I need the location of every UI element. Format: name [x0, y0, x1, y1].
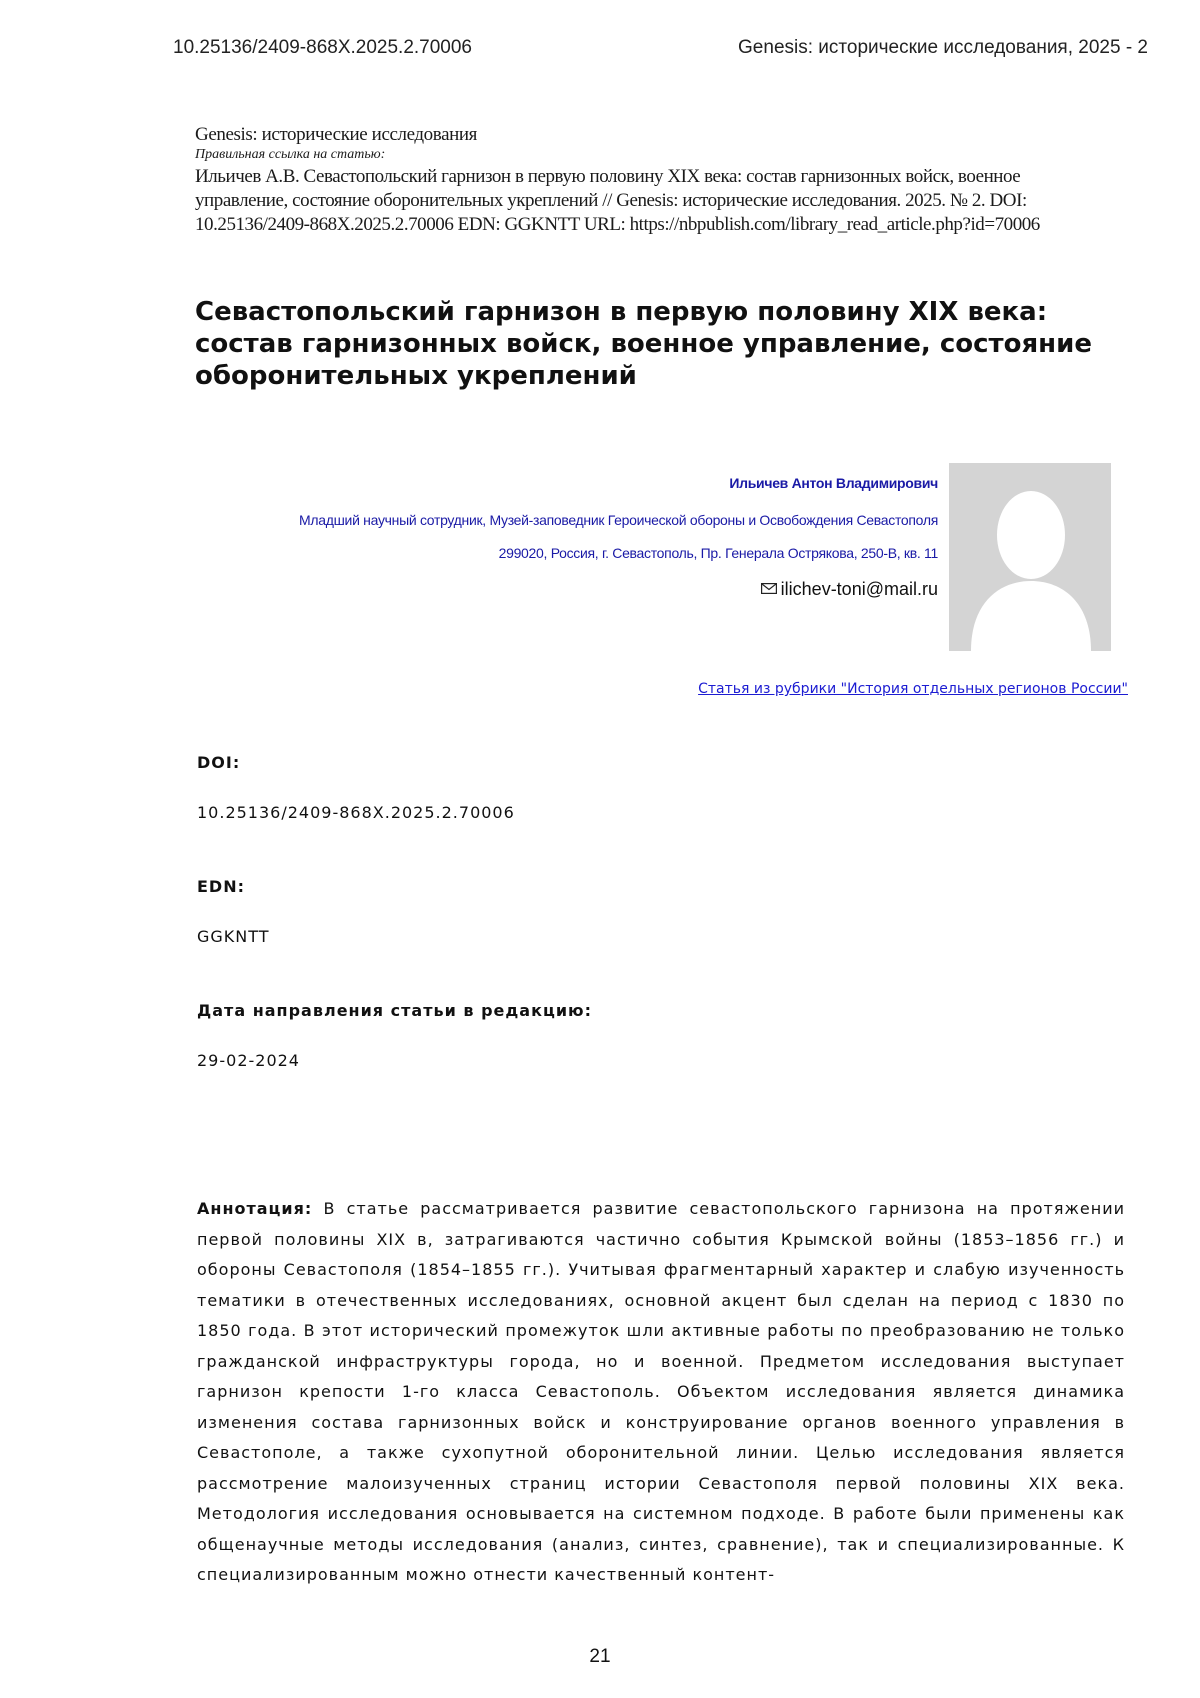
author-address: 299020, Россия, г. Севастополь, Пр. Генерала Острякова, 250-В, кв. 11 — [498, 545, 938, 561]
page-number: 21 — [589, 1646, 611, 1667]
envelope-icon — [761, 583, 777, 594]
edn-label: EDN: — [197, 877, 245, 896]
abstract-label: Аннотация: — [197, 1199, 313, 1218]
author-photo-placeholder — [949, 463, 1111, 651]
citation-block — [195, 124, 1095, 237]
citation-journal-name: Genesis: исторические исследования — [195, 124, 477, 145]
submission-date-label: Дата направления статьи в редакцию: — [197, 1001, 592, 1020]
submission-date-value: 29-02-2024 — [197, 1051, 300, 1070]
rubric-link[interactable]: Статья из рубрики "История отдельных регионов России" — [698, 681, 1128, 697]
author-name: Ильичев Антон Владимирович — [729, 475, 938, 491]
header-doi: 10.25136/2409-868X.2025.2.70006 — [173, 37, 472, 58]
citation-note: Правильная ссылка на статью: — [195, 147, 386, 162]
author-email[interactable]: ilichev-toni@mail.ru — [780, 579, 938, 599]
header-journal: Genesis: исторические исследования, 2025 - 2 — [738, 37, 1148, 58]
author-block — [298, 475, 938, 600]
doi-label: DOI: — [197, 753, 241, 772]
doi-value: 10.25136/2409-868X.2025.2.70006 — [197, 803, 515, 822]
author-position: Младший научный сотрудник, Музей-заповедник Героической обороны и Освобождения Севастополя — [299, 512, 938, 528]
article-title: Севастопольский гарнизон в первую половину XIX века: состав гарнизонных войск, военное управление, состояние оборонительных укреплений — [195, 297, 1092, 391]
avatar-placeholder-icon — [949, 463, 1111, 651]
abstract — [197, 1194, 1125, 1591]
edn-value: GGKNTT — [197, 927, 270, 946]
abstract-text: В статье рассматривается развитие севастопольского гарнизона на протяжении первой половины XIX в, затрагиваются частично события Крымской войны (1853–1856 гг.) и обороны Севастополя (1854–1855 гг.). Учитывая фрагментарный характер и слабую изученность тематики в отечественных исследованиях, основной акцент был сделан на период с 1830 по 1850 года. В этот исторический промежуток шли активные работы по преобразованию не только гражданской инфраструктуры города, но и военной. Предметом исследования выступает гарнизон крепости 1-го класса Севастополь. Объектом исследования является динамика изменения состава гарнизонных войск и конструирование органов военного управления в Севастополе, а также сухопутной оборонительной линии. Целью исследования является рассмотрение малоизученных страниц истории Севастополя первой половины XIX века. Методология исследования основывается на системном подходе. В работе были применены как общенаучные методы исследования (анализ, синтез, сравнение), так и специализированные. К специализированным можно отнести качественный контент- — [197, 1199, 1125, 1584]
author-email-row[interactable] — [298, 579, 938, 600]
citation-text: Ильичев А.В. Севастопольский гарнизон в первую половину XIX века: состав гарнизонных войск, военное управление, состояние оборонительных укреплений // Genesis: исторические исследования. 2025. № 2. DOI: 10.25136/2409-868X.2025.2.70006 EDN: GGKNTT URL: https://nbpublish.com/library_read_article.php?id=70006 — [195, 166, 1040, 235]
